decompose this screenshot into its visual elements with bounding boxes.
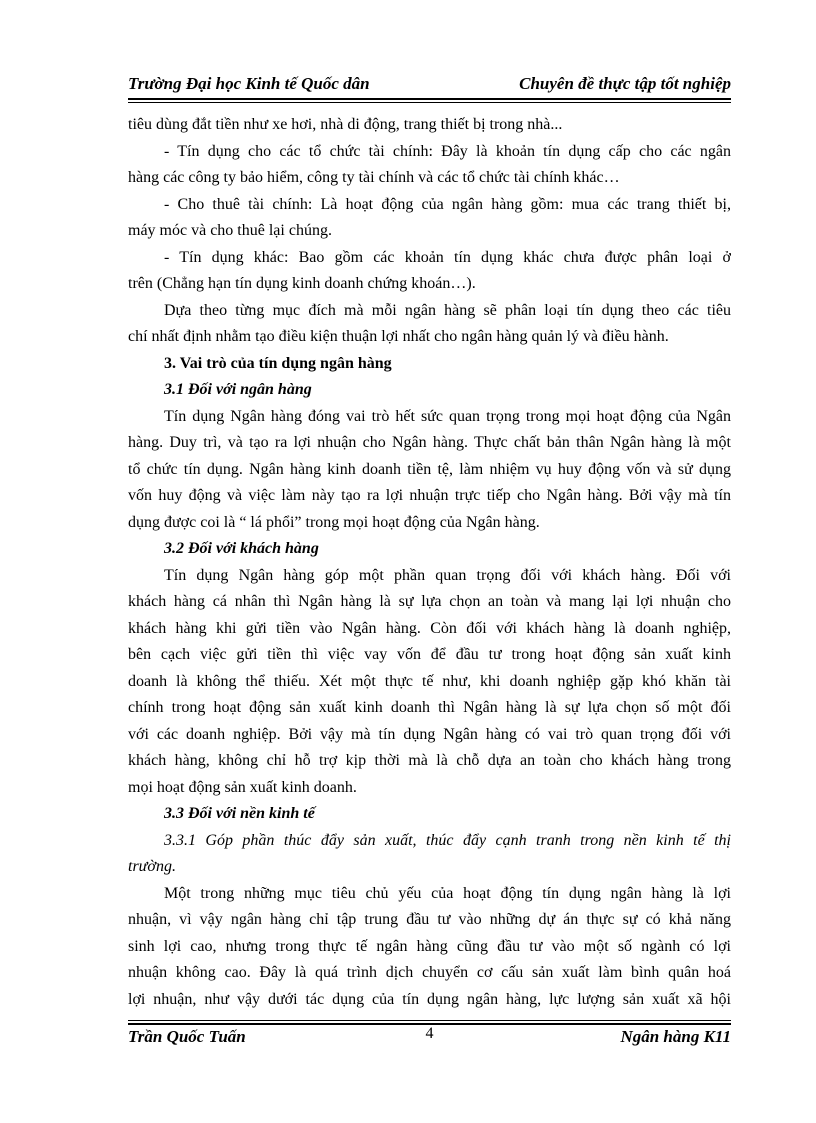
header-school: Trường Đại học Kinh tế Quốc dân (128, 74, 370, 93)
text-line: tiêu dùng đắt tiền như xe hơi, nhà di động, trang thiết bị trong nhà... (128, 116, 563, 133)
text-line: khách hàng khi gửi tiền vào Ngân hàng. Còn đối với khách hàng là doanh nghiệp, (128, 619, 731, 637)
text-line: hàng. Duy trì, và tạo ra lợi nhuận cho Ngân hàng. Thực chất bản thân Ngân hàng là một (128, 434, 731, 451)
text-line: Tín dụng Ngân hàng đóng vai trò hết sức quan trọng trong mọi hoạt động của Ngân (164, 407, 731, 425)
text-line: - Tín dụng khác: Bao gồm các khoản tín dụng khác chưa được phân loại ở (164, 248, 731, 266)
subsection-heading: 3.3 Đối với nền kinh tế (164, 805, 315, 822)
header-doc-title: Chuyên đề thực tập tốt nghiệp (519, 74, 731, 93)
text-line: - Cho thuê tài chính: Là hoạt động của ngân hàng gồm: mua các trang thiết bị, (164, 195, 731, 213)
text-line: chí nhất định nhằm tạo điều kiện thuận lợi nhất cho ngân hàng quản lý và điều hành. (128, 328, 669, 345)
text-line: chính trong hoạt động sản xuất kinh doanh thì Ngân hàng là sự lựa chọn số một đối (128, 699, 731, 716)
text-line: bên cạch việc gửi tiền thì việc vay vốn để đầu tư trong hoạt động sản xuất kinh (128, 646, 731, 663)
text-line: mọi hoạt động sản xuất kinh doanh. (128, 778, 357, 796)
footer-class: Ngân hàng K11 (620, 1027, 731, 1046)
text-line: Dựa theo từng mục đích mà mỗi ngân hàng sẽ phân loại tín dụng theo các tiêu (164, 301, 731, 319)
text-line: trên (Chẳng hạn tín dụng kinh doanh chứng khoán…). (128, 275, 476, 292)
page-header (128, 74, 731, 100)
text-line: - Tín dụng cho các tổ chức tài chính: Đây là khoản tín dụng cấp cho các ngân (164, 142, 731, 160)
text-line: khách hàng, không chỉ hỗ trợ kịp thời mà là chỗ dựa an toàn cho khách hàng trong (128, 752, 731, 769)
document-body (128, 112, 731, 1013)
page-footer (128, 1027, 731, 1051)
text-line: dụng được coi là “ lá phổi” trong mọi hoạt động của Ngân hàng. (128, 513, 540, 531)
text-line: máy móc và cho thuê lại chúng. (128, 222, 332, 239)
section-heading: 3. Vai trò của tín dụng ngân hàng (164, 354, 392, 372)
subsection-heading: 3.1 Đối với ngân hàng (164, 381, 312, 398)
footer-author: Trần Quốc Tuấn (128, 1027, 246, 1046)
text-line: nhuận, vì vậy ngân hàng chỉ tập trung đầu tư vào những dự án thực sự có khả năng (128, 911, 731, 928)
text-line: Một trong những mục tiêu chủ yếu của hoạt động tín dụng ngân hàng là lợi (164, 884, 731, 902)
sub-subsection-heading-cont: trường. (128, 858, 176, 875)
page-number: 4 (425, 1025, 434, 1042)
subsection-heading: 3.2 Đối với khách hàng (164, 540, 319, 557)
text-line: tổ chức tín dụng. Ngân hàng kinh doanh tiền tệ, làm nhiệm vụ huy động vốn và sử dụng (128, 460, 731, 478)
sub-subsection-heading: 3.3.1 Góp phần thúc đẩy sản xuất, thúc đẩy cạnh tranh trong nền kinh tế thị (164, 831, 731, 849)
text-line: khách hàng cá nhân thì Ngân hàng là sự lựa chọn an toàn và mang lại lợi nhuận cho (128, 593, 731, 610)
text-line: hàng các công ty bảo hiểm, công ty tài chính và các tổ chức tài chính khác… (128, 169, 620, 186)
text-line: nhuận không cao. Đây là quá trình dịch chuyển cơ cấu sản xuất làm bình quân hoá (128, 964, 731, 981)
text-line: Tín dụng Ngân hàng góp một phần quan trọng đối với khách hàng. Đối với (164, 566, 731, 584)
text-line: doanh là không thể thiếu. Xét một thực tế như, khi doanh nghiệp gặp khó khăn tài (128, 672, 731, 690)
text-line: vốn huy động và việc làm này tạo ra lợi nhuận trực tiếp cho Ngân hàng. Bởi vậy mà tín (128, 487, 731, 504)
text-line: sinh lợi cao, nhưng trong thực tế ngân hàng cũng đầu tư vào một số ngành có lợi (128, 937, 731, 955)
header-rule (128, 98, 731, 103)
text-line: lợi nhuận, như vậy dưới tác dụng của tín dụng ngân hàng, lực lượng sản xuất xã hội (128, 990, 731, 1008)
text-line: với các doanh nghiệp. Bởi vậy mà tín dụng Ngân hàng có vai trò quan trọng đối với (128, 725, 731, 743)
